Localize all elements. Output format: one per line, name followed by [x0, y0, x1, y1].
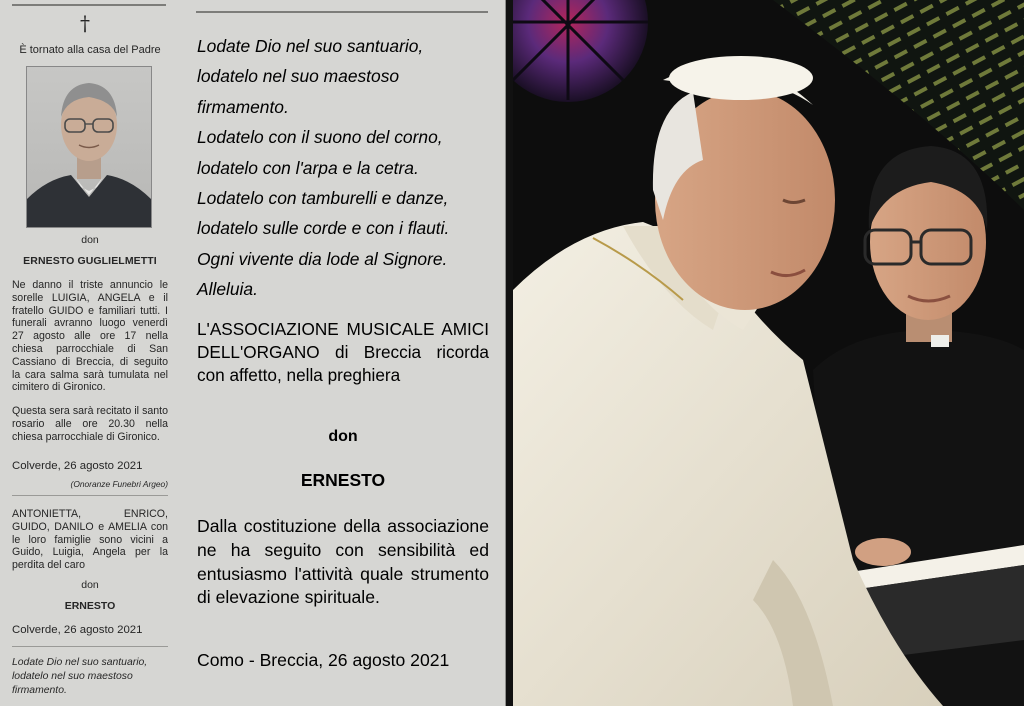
psalm-line: firmamento.: [12, 685, 67, 696]
psalm-line: Ogni vivente dia lode al Signore.: [197, 248, 448, 269]
rosary-notice: Questa sera sarà recitato il santo rosario alle ore 20.30 nella chiesa parrocchiale di Gironico.: [12, 405, 168, 443]
psalm-line: lodatelo nel suo maestoso: [197, 66, 400, 87]
divider-2: [12, 646, 168, 647]
psalm-line: lodatelo nel suo maestoso: [12, 671, 133, 682]
obituary-column-left: [0, 0, 176, 706]
don-label-2: don: [81, 579, 99, 591]
psalm-line: lodatelo sulle corde e con i flauti.: [197, 218, 450, 239]
funeral-home: (Onoranze Funebri Argeo): [70, 479, 168, 489]
psalm-line: lodatelo con l'arpa e la cetra.: [197, 157, 419, 178]
returned-text: È tornato alla casa del Padre: [19, 44, 161, 56]
psalm-line: Lodatelo con tamburelli e danze,: [197, 188, 449, 209]
psalm-line: Lodate Dio nel suo santuario,: [197, 36, 424, 56]
notice-date-2: Colverde, 26 agosto 2021: [12, 624, 143, 636]
don-label: don: [81, 234, 99, 246]
psalm-excerpt: [12, 656, 168, 698]
place-date: Como - Breccia, 26 agosto 2021: [197, 650, 450, 670]
column-rule: [505, 0, 506, 706]
notice-date: Colverde, 26 agosto 2021: [12, 460, 143, 472]
cross-icon: †: [80, 11, 90, 35]
psalm-line: Alleluia.: [197, 279, 258, 300]
psalm-line: firmamento.: [197, 96, 289, 117]
deceased-name: ERNESTO: [300, 470, 386, 490]
psalm-150: [197, 31, 489, 305]
psalm-line: Lodatelo con il suono del corno,: [197, 127, 443, 148]
priest-portrait-icon: [26, 66, 152, 228]
divider: [12, 495, 168, 496]
association-notice: L'ASSOCIAZIONE MUSICALE AMICI DELL'ORGANO di Breccia ricorda con affetto, nella preghiera: [197, 319, 489, 385]
deceased-name-2: ERNESTO: [64, 600, 116, 612]
don-label: don: [328, 428, 358, 445]
death-announcement: Ne danno il triste annuncio le sorelle LUIGIA, ANGELA e il fratello GUIDO e familiari tutti. I funerali avranno luogo venerdì 27 agosto alle ore 17 nella chiesa parrocchiale di San Cassiano di Breccia, di seguito la cara salma sarà tumulata nel cimitero di Gironico.: [12, 279, 168, 394]
condolence-notice: ANTONIETTA, ENRICO, GUIDO, DANILO e AMELIA con le loro famiglie sono vicini a Guido, Luigia, Angela per la perdita del caro: [12, 508, 168, 572]
top-rule: [12, 4, 166, 6]
tribute-text: Dalla costituzione della associazione ne ha seguito con sensibilità ed entusiasmo l'attività quale strumento di elevazione spirituale.: [197, 516, 489, 608]
psalm-line: Lodate Dio nel suo santuario,: [12, 657, 148, 668]
deceased-name: ERNESTO GUGLIELMETTI: [23, 255, 157, 267]
top-rule: [196, 11, 488, 13]
pope-and-priest-photo-icon: [513, 0, 1024, 706]
